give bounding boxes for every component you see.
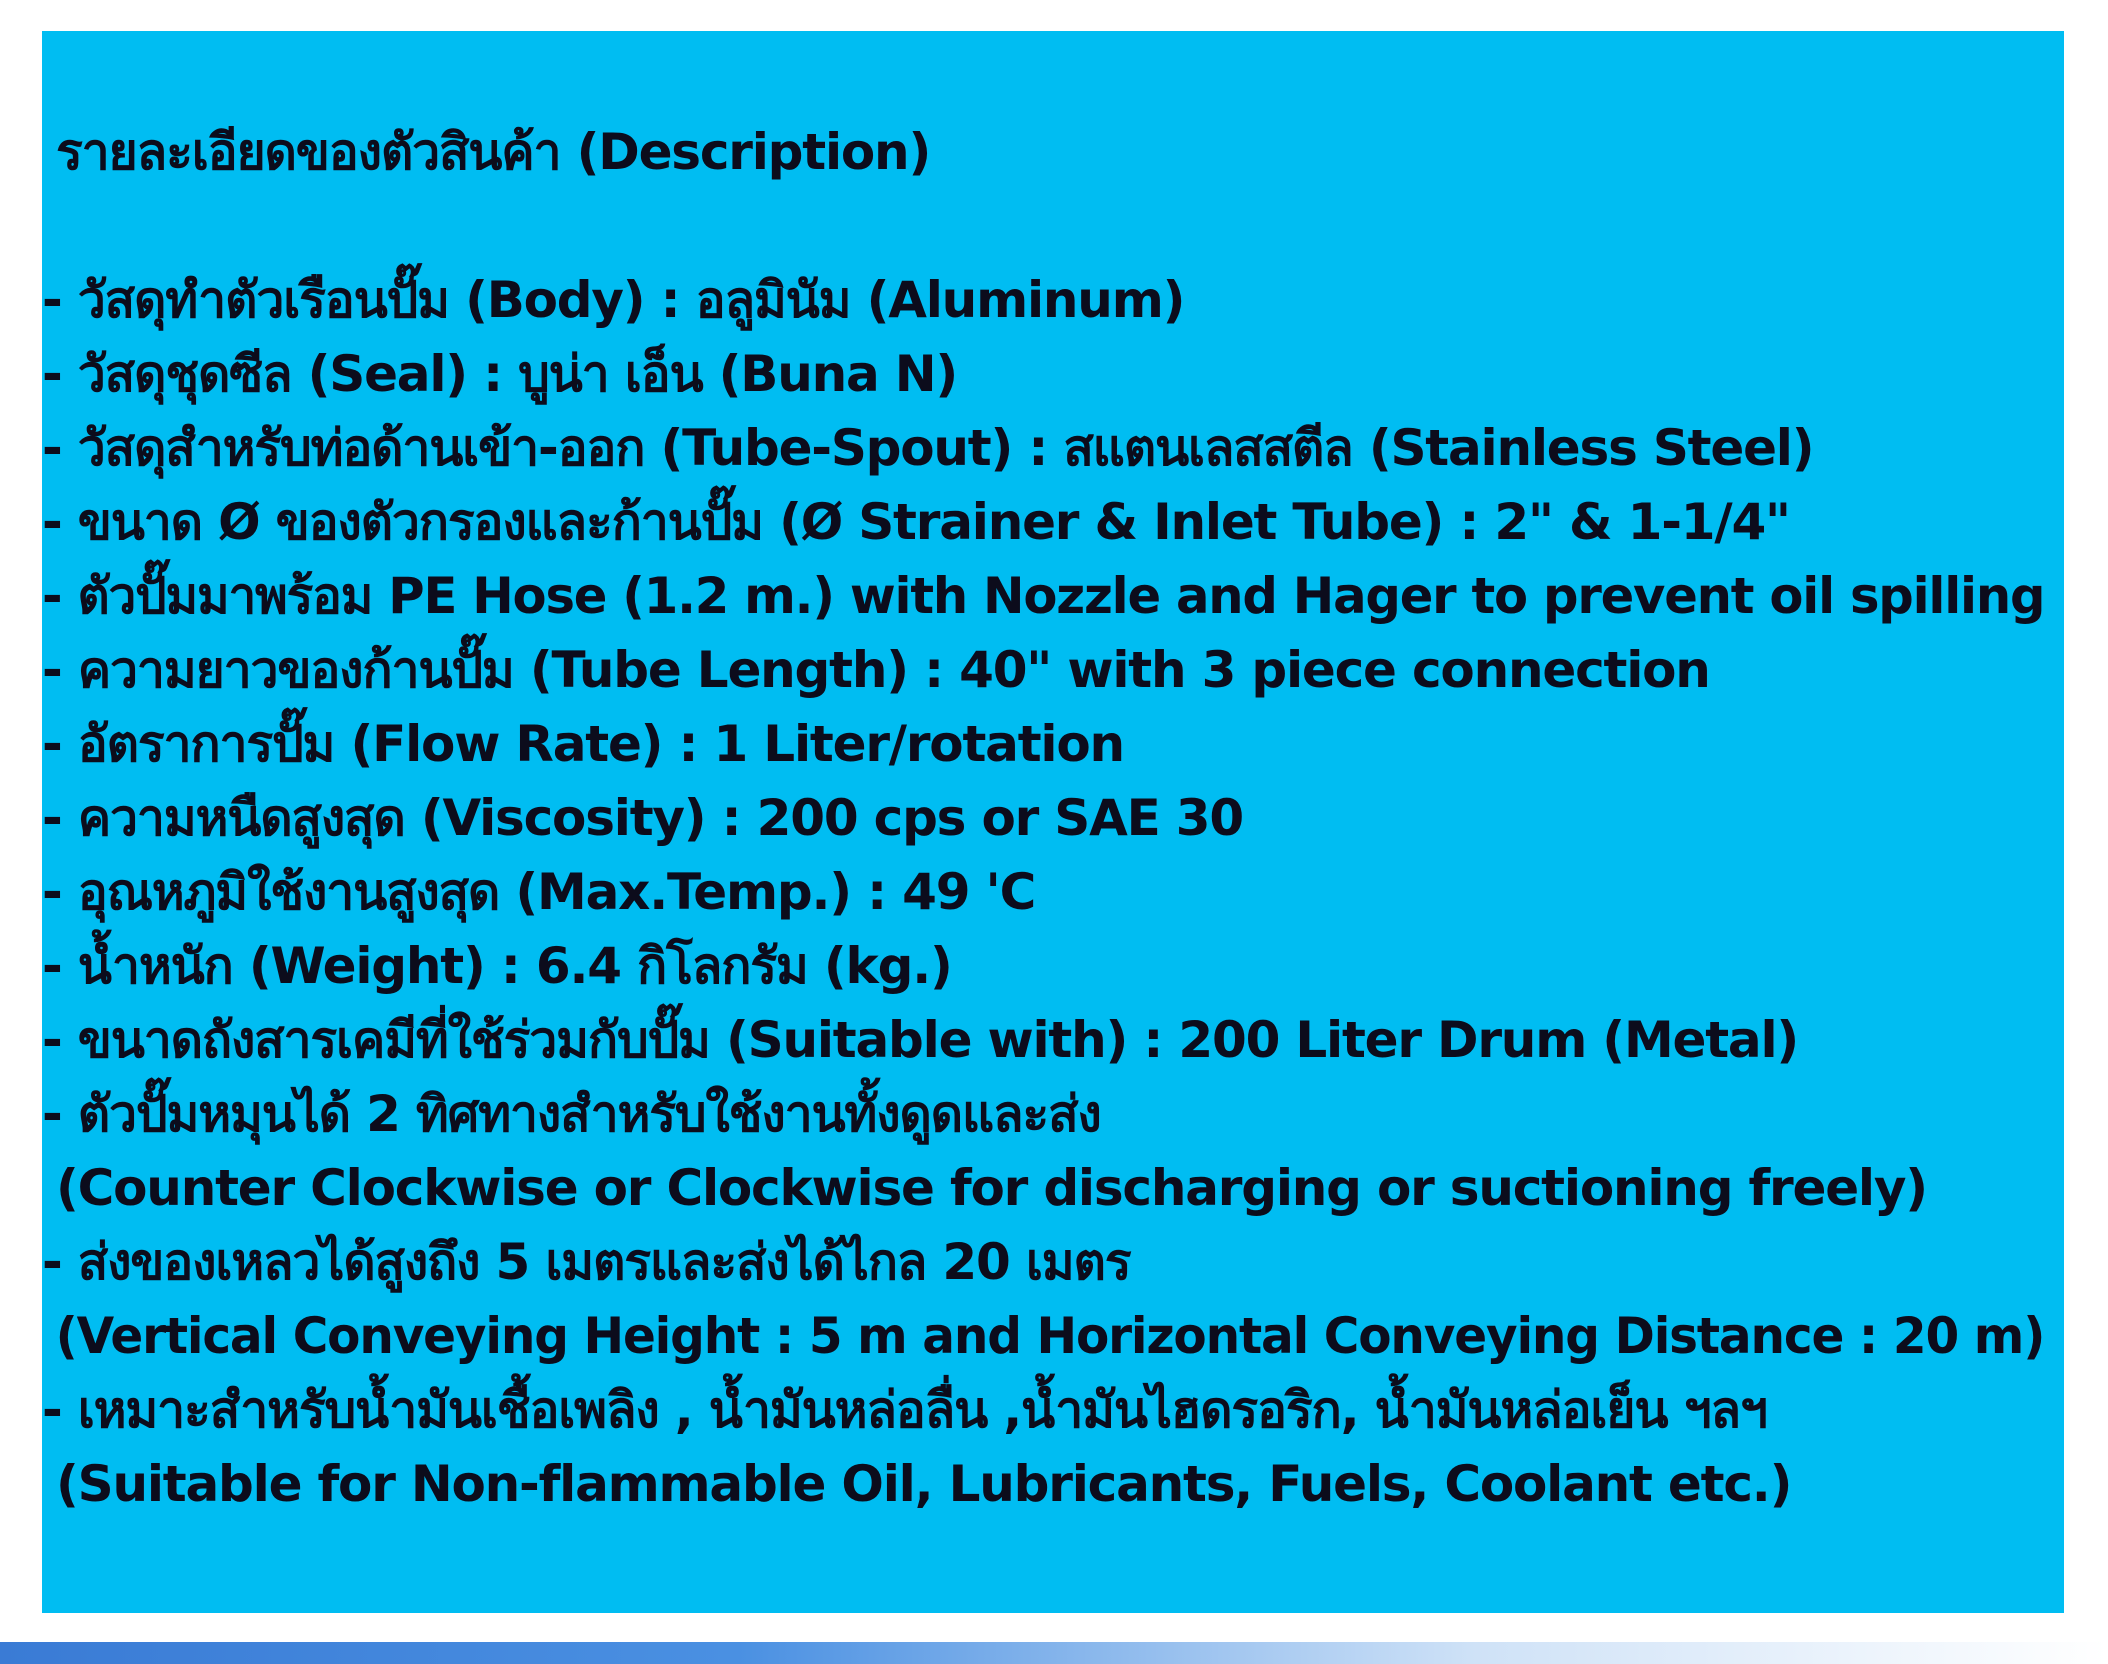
description-text-block [42,115,2064,1521]
spec-hose-nozzle: - ตัวปั๊มมาพร้อม PE Hose (1.2 m.) with Nozzle and Hager to prevent oil spilling [42,567,2045,625]
description-title: รายละเอียดของตัวสินค้า (Description) [56,123,931,181]
spec-suitable-fluids: - เหมาะสำหรับน้ำมันเชื้อเพลิง , น้ำมันหล่อลื่น ,น้ำมันไฮดรอริก, น้ำมันหล่อเย็น ฯลฯ [42,1381,1767,1439]
spec-viscosity: - ความหนืดสูงสุด (Viscosity) : 200 cps or SAE 30 [42,789,1243,847]
title-spacer [42,189,2064,263]
spec-flow-rate: - อัตราการปั๊ม (Flow Rate) : 1 Liter/rotation [42,715,1124,773]
spec-rotation-direction-en: (Counter Clockwise or Clockwise for discharging or suctioning freely) [56,1159,1927,1217]
spec-suitable-fluids-en: (Suitable for Non-flammable Oil, Lubricants, Fuels, Coolant etc.) [56,1455,1792,1513]
spec-tube-length: - ความยาวของก้านปั๊ม (Tube Length) : 40" with 3 piece connection [42,641,1710,699]
spec-max-temp: - อุณหภูมิใช้งานสูงสุด (Max.Temp.) : 49 'C [42,863,1036,921]
bottom-accent-stripe [0,1642,2108,1664]
spec-suitable-drum: - ขนาดถังสารเคมีที่ใช้ร่วมกับปั๊ม (Suitable with) : 200 Liter Drum (Metal) [42,1011,1799,1069]
spec-seal-material: - วัสดุชุดซีล (Seal) : บูน่า เอ็น (Buna N) [42,345,958,403]
description-panel [42,31,2064,1613]
spec-rotation-direction: - ตัวปั๊มหมุนได้ 2 ทิศทางสำหรับใช้งานทั้งดูดและส่ง [42,1085,1101,1143]
spec-strainer-inlet-size: - ขนาด Ø ของตัวกรองและก้านปั๊ม (Ø Strainer & Inlet Tube) : 2" & 1-1/4" [42,493,1790,551]
spec-conveying: - ส่งของเหลวได้สูงถึง 5 เมตรและส่งได้ไกล 20 เมตร [42,1233,1131,1291]
spec-tube-spout-material: - วัสดุสำหรับท่อด้านเข้า-ออก (Tube-Spout) : สแตนเลสสตีล (Stainless Steel) [42,419,1814,477]
spec-conveying-en: (Vertical Conveying Height : 5 m and Horizontal Conveying Distance : 20 m) [55,1307,2045,1365]
spec-weight: - น้ำหนัก (Weight) : 6.4 กิโลกรัม (kg.) [42,937,952,995]
spec-body-material: - วัสดุทำตัวเรือนปั๊ม (Body) : อลูมินัม (Aluminum) [42,271,1185,329]
